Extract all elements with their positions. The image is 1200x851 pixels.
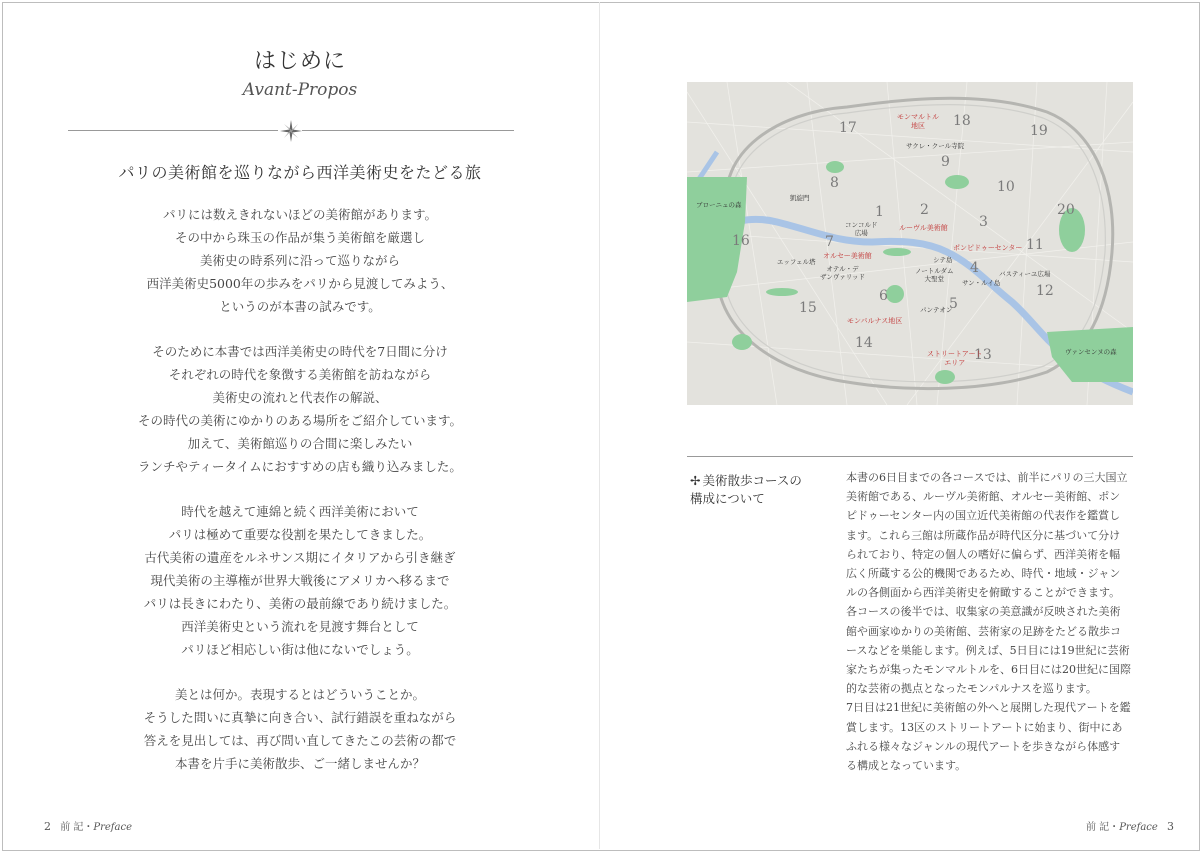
text-line: ースなどを巣能します。例えば、5日目には19世紀に芸術 xyxy=(846,643,1130,657)
label-notre-dame: ノートルダム 大聖堂 xyxy=(915,267,954,283)
folio-left xyxy=(38,818,132,833)
text-line: 館や画家ゆかりの美術館、芸術家の足跡をたどる散歩コ xyxy=(846,624,1121,638)
label-sacre-coeur: サクレ・クール寺院 xyxy=(906,142,965,150)
text-line: そのために本書では西洋美術史の時代を7日間に分け xyxy=(152,344,448,359)
intro-text xyxy=(60,203,540,797)
section-body xyxy=(846,468,1136,775)
compass-star-icon xyxy=(280,120,302,142)
label-concorde: コンコルド 広場 xyxy=(845,221,878,237)
text-line: パリは極めて重要な役割を果たしてきました。 xyxy=(168,527,432,542)
text-line: 家たちが集ったモンマルトルを、6日目には20世紀に国際 xyxy=(846,663,1131,677)
text-line: 的な芸術の拠点となったモンパルナスを巡ります。 xyxy=(846,682,1097,696)
arrondissement-15: 15 xyxy=(799,300,817,316)
title-rule-left xyxy=(68,130,278,131)
paragraph xyxy=(60,500,540,661)
folio-right xyxy=(1086,818,1180,833)
book-spine xyxy=(599,2,600,849)
label-bastille: バスティーユ広場 xyxy=(999,270,1051,278)
label-montmartre: モンマルトル 地区 xyxy=(897,113,939,130)
arrondissement-10: 10 xyxy=(997,179,1015,195)
text-line: パリほど相応しい街は他にないでしょう。 xyxy=(181,642,419,657)
arrondissement-2: 2 xyxy=(920,202,929,218)
arrondissement-5: 5 xyxy=(949,296,958,312)
arrondissement-14: 14 xyxy=(855,335,873,351)
text-line: パリには数えきれないほどの美術館があります。 xyxy=(162,207,437,222)
text-line: その中から珠玉の作品が集う美術館を厳選し xyxy=(174,230,425,245)
label-louvre: ルーヴル美術館 xyxy=(899,224,948,232)
folio-label-en: Preface xyxy=(1119,822,1158,833)
arrondissement-16: 16 xyxy=(732,233,750,249)
section-title xyxy=(690,472,830,508)
text-line: 時代を越えて連綿と続く西洋美術において xyxy=(181,504,419,519)
text-line: られており、特定の個人の嗜好に偏らず、西洋美術を幅 xyxy=(846,547,1121,561)
arrondissement-19: 19 xyxy=(1030,123,1048,139)
label-cite: シテ島 xyxy=(933,256,953,264)
label-pantheon: パンテオン xyxy=(920,306,953,314)
label-boulogne: ブローニュの森 xyxy=(696,201,742,209)
label-pompidou: ポンピドゥーセンター xyxy=(953,244,1023,252)
text-line: 賞します。13区のストリートアートに始まり、街中にあ xyxy=(846,720,1123,734)
text-line: というのが本書の試みです。 xyxy=(219,299,381,314)
text-line: それぞれの時代を象徴する美術館を訪ねながら xyxy=(168,367,432,382)
arrondissement-3: 3 xyxy=(979,214,988,230)
page-number: 2 xyxy=(44,820,51,833)
section-title-line: 構成について xyxy=(690,491,765,506)
paris-map xyxy=(687,82,1133,405)
title-rule-right xyxy=(302,130,514,131)
arrondissement-7: 7 xyxy=(825,234,834,250)
page-number: 3 xyxy=(1166,820,1174,833)
arrondissement-6: 6 xyxy=(879,288,888,304)
label-montparnasse: モンパルナス地区 xyxy=(847,317,903,325)
arrondissement-13: 13 xyxy=(974,347,992,363)
label-eiffel: エッフェル塔 xyxy=(777,258,816,266)
arrondissement-17: 17 xyxy=(839,120,857,136)
paragraph xyxy=(60,340,540,478)
text-line: る構成となっています。 xyxy=(846,759,967,773)
text-line: 答えを見出しては、再び問い直してきたこの芸術の都で xyxy=(143,733,457,748)
arrondissement-1: 1 xyxy=(875,204,884,220)
fleur-icon: ✢ xyxy=(690,473,701,488)
label-orsay: オルセー美術館 xyxy=(823,252,872,260)
text-line: 美術史の時系列に沿って巡りながら xyxy=(199,253,400,268)
text-line: ます。これら三館は所蔵作品が時代区分に基づいて分け xyxy=(846,528,1121,542)
text-line: 西洋美術史5000年の歩みをパリから見渡してみよう、 xyxy=(146,276,454,291)
label-street-art: ストリートアート エリア xyxy=(927,350,983,367)
text-line: 本書を片手に美術散歩、ご一緒しませんか？ xyxy=(174,756,425,771)
text-line: 美とは何か。表現するとはどういうことか。 xyxy=(174,687,425,702)
arrondissement-4: 4 xyxy=(970,260,979,276)
text-line: 広く所蔵する公的機関であるため、時代・地域・ジャン xyxy=(846,567,1121,581)
text-line: ピドゥーセンター内の国立近代美術館の代表作を鑑賞し xyxy=(846,509,1121,523)
text-line: 各コースの後半では、収集家の美意識が反映された美術 xyxy=(846,605,1121,619)
text-line: 古代美術の遺産をルネサンス期にイタリアから引き継ぎ xyxy=(144,550,456,565)
text-line: ルの各側面から西洋美術史を俯瞰することができます。 xyxy=(846,586,1121,600)
arrondissement-8: 8 xyxy=(830,175,839,191)
folio-label: 前 記・ xyxy=(60,822,94,833)
arrondissement-18: 18 xyxy=(953,113,971,129)
arrondissement-9: 9 xyxy=(941,154,950,170)
label-arc-de-triomphe: 凱旋門 xyxy=(790,194,810,202)
label-vincennes: ヴァンセンヌの森 xyxy=(1065,348,1117,356)
arrondissement-20: 20 xyxy=(1057,202,1075,218)
text-line: 美術館である、ルーヴル美術館、オルセー美術館、ポン xyxy=(846,490,1121,504)
section-rule xyxy=(687,456,1133,457)
text-line: その時代の美術にゆかりのある場所をご紹介しています。 xyxy=(137,413,462,428)
paragraph xyxy=(60,683,540,775)
page-title: はじめに xyxy=(253,49,346,74)
text-line: パリは長きにわたり、美術の最前線であり続けました。 xyxy=(143,596,457,611)
section-title-line: 美術散歩コースの xyxy=(702,473,802,488)
folio-label-en: Preface xyxy=(93,822,132,833)
text-line: 加えて、美術館巡りの合間に楽しみたい xyxy=(187,436,413,451)
text-line: そうした問いに真摯に向き合い、試行錯誤を重ねながら xyxy=(143,710,457,725)
paragraph xyxy=(60,203,540,318)
text-line: 本書の6日目までの各コースでは、前半にパリの三大国立 xyxy=(846,471,1128,484)
text-line: ふれる様々なジャンルの現代アートを歩きながら体感す xyxy=(846,739,1121,753)
label-saint-louis: サン・ルイ島 xyxy=(962,279,1001,287)
text-line: ランチやティータイムにおすすめの店も織り込みました。 xyxy=(138,459,462,474)
page-subtitle: Avant-Propos xyxy=(242,80,358,100)
text-line: 現代美術の主導権が世界大戦後にアメリカへ移るまで xyxy=(150,573,450,588)
arrondissement-11: 11 xyxy=(1026,237,1044,253)
section-heading: パリの美術館を巡りながら西洋美術史をたどる旅 xyxy=(118,163,482,182)
folio-label: 前 記・ xyxy=(1086,822,1120,833)
text-line: 美術史の流れと代表作の解説、 xyxy=(212,390,388,405)
label-invalides: オテル・デ ザンヴァリッド xyxy=(820,265,866,281)
text-line: 西洋美術史という流れを見渡す舞台として xyxy=(181,619,419,634)
arrondissement-12: 12 xyxy=(1036,283,1054,299)
text-line: 7日目は21世紀に美術館の外へと展開した現代アートを鑑 xyxy=(846,701,1131,715)
